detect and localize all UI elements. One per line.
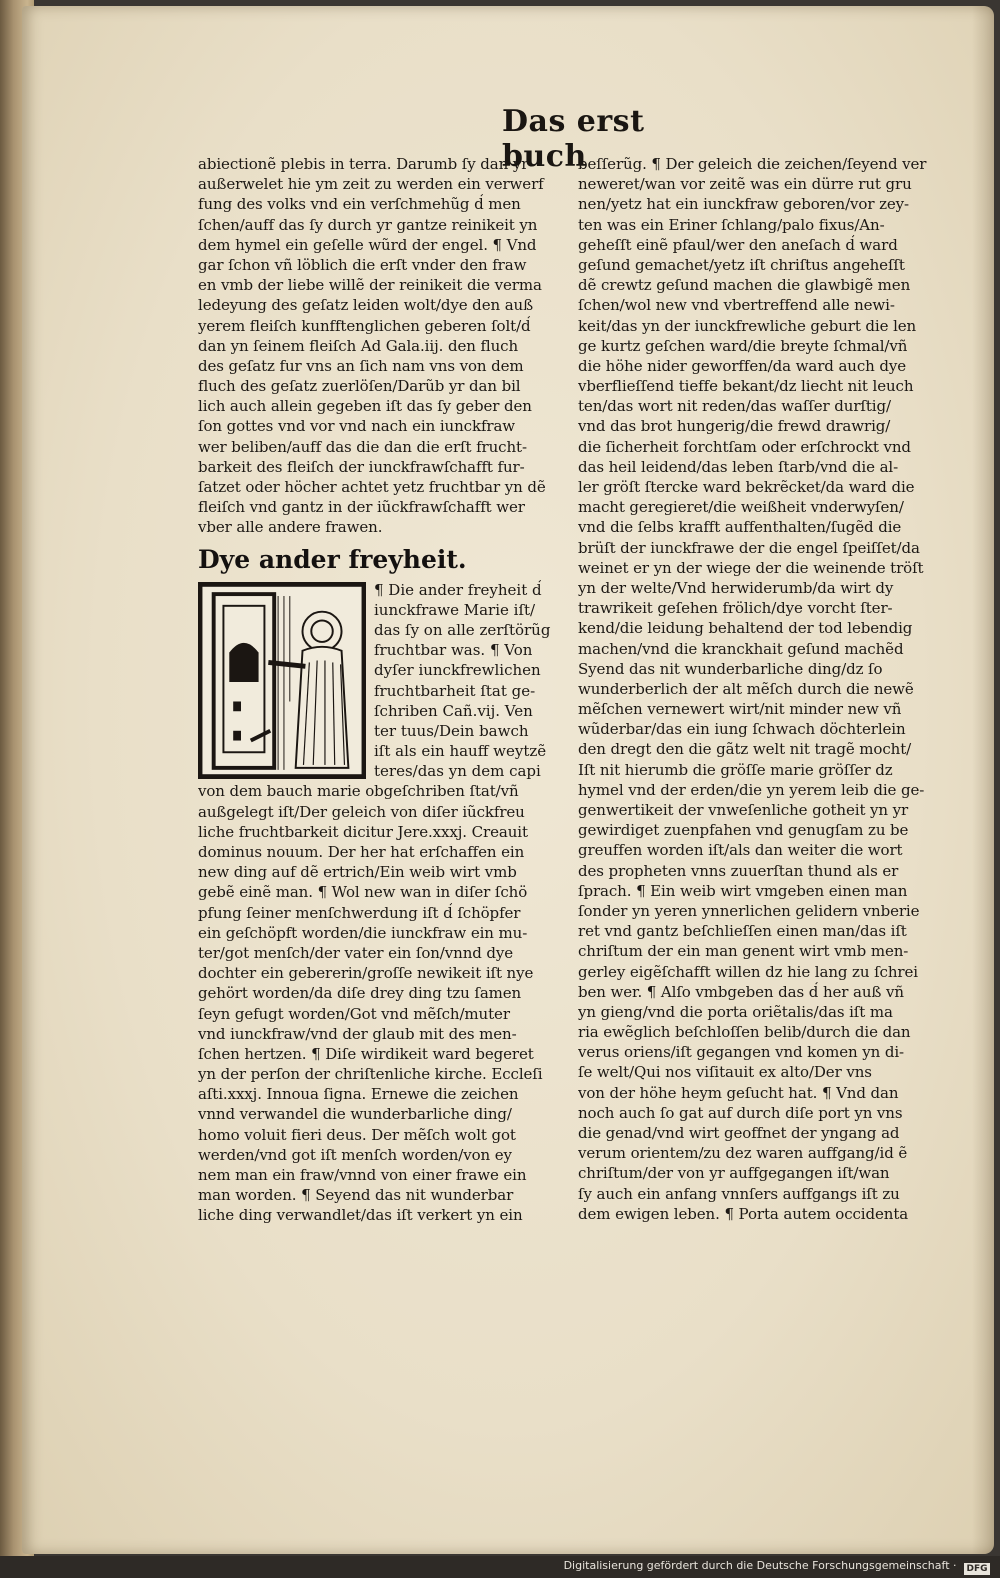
book-page bbox=[22, 6, 994, 1554]
text-line: außerwelet hie ym zeit zu werden ein verwerf bbox=[198, 175, 544, 194]
text-line: pfung ſeiner menſchwerdung iſt d̉ ſchöpfer bbox=[198, 903, 521, 922]
text-line: abiectionẽ plebis in terra. Darumb ſy dan yr bbox=[198, 155, 529, 173]
text-line: gewirdiget zuenpfahen vnd genugſam zu be bbox=[578, 821, 909, 840]
text-line: ge kurtz geſchen ward/die breyte ſchmal/vñ bbox=[578, 336, 908, 355]
left-column-bottom-text bbox=[198, 781, 558, 1225]
text-line: gerley eigẽſchafft willen dz hie lang zu ſchrei bbox=[578, 962, 918, 981]
woodcut-paragraph bbox=[198, 580, 558, 782]
right-column-text bbox=[578, 154, 940, 1224]
page-gutter-shadow bbox=[972, 6, 994, 1554]
text-line: keit/das yn der iunckfrewliche geburt die len bbox=[578, 316, 917, 335]
text-line: lich auch allein gegeben iſt das ſy geber den bbox=[198, 397, 532, 416]
text-line: vnd die ſelbs krafft auffenthalten/ſugẽd die bbox=[578, 518, 902, 537]
text-line: en vmb der liebe willẽ der reinikeit die verma bbox=[198, 276, 542, 295]
text-line: dem hymel ein geſelle wũrd der engel. ¶ Vnd bbox=[198, 235, 537, 254]
text-line: ten was ein Eriner ſchlang/palo fixus/An- bbox=[578, 215, 885, 234]
text-line: fruchtbarheit ſtat ge- bbox=[374, 681, 536, 700]
text-line: trawrikeit geſehen frölich/dye vorcht ſter- bbox=[578, 599, 893, 618]
text-line: greuffen worden iſt/als dan weiter die wort bbox=[578, 841, 903, 860]
text-line: ſe welt/Qui nos viſitauit ex alto/Der vns bbox=[578, 1063, 872, 1082]
text-line: genwertikeit der vnweſenliche gotheit yn yr bbox=[578, 801, 909, 819]
text-line: man worden. ¶ Seyend das nit wunderbar bbox=[198, 1186, 514, 1205]
text-line: ¶ Die ander freyheit d̉ bbox=[374, 580, 542, 599]
text-line: ſchriben Cañ.vij. Ven bbox=[374, 701, 533, 720]
footer-credit-text: Digitalisierung gefördert durch die Deutsche Forschungsgemeinschaft · bbox=[563, 1559, 957, 1572]
text-line: kend/die leidung behaltend der tod lebendig bbox=[578, 619, 913, 638]
text-line: gar ſchon vñ löblich die erſt vnder den fraw bbox=[198, 255, 527, 274]
text-line: nem man ein fraw/vnnd von einer frawe ein bbox=[198, 1166, 527, 1184]
woodcut-figure-image bbox=[200, 584, 364, 777]
left-column-top-text bbox=[198, 154, 558, 538]
text-line: ledeyung des geſatz leiden wolt/dye den auß bbox=[198, 296, 534, 315]
text-line: fluch des geſatz zuerlöſen/Darũb yr dan bil bbox=[198, 377, 521, 396]
text-line: mẽſchen vernewert wirt/nit minder new vñ bbox=[578, 700, 902, 719]
section-heading: Dye ander freyheit. bbox=[198, 544, 467, 574]
footer-credit bbox=[564, 1559, 990, 1575]
text-line: teres/das yn dem capi bbox=[374, 762, 541, 781]
text-line: fruchtbar was. ¶ Von bbox=[374, 641, 533, 660]
text-line: verum orientem/zu dez waren auffgang/id ẽ bbox=[578, 1144, 908, 1163]
text-line: ter/got menſch/der vater ein ſon/vnnd dye bbox=[198, 943, 514, 962]
text-line: Iſt nit hierumb die gröſſe marie gröſſer dz bbox=[578, 760, 893, 779]
text-line: ben wer. ¶ Alſo vmbgeben das d̉ her auß vñ bbox=[578, 982, 904, 1001]
text-line: liche ding verwandlet/das iſt verkert yn ein bbox=[198, 1206, 523, 1225]
text-line: ler gröſt ſtercke ward bekrẽcket/da ward die bbox=[578, 478, 915, 496]
text-line: vber alle andere frawen. bbox=[198, 518, 383, 537]
woodcut-illustration bbox=[198, 582, 366, 779]
text-line: vnd das brot hungerig/die frewd drawrig/ bbox=[578, 417, 891, 436]
text-line: yn der perſon der chriſtenliche kirche. Eccleſi bbox=[198, 1065, 543, 1084]
text-line: ret vnd gantz beſchlieſſen einen man/das iſt bbox=[578, 922, 907, 941]
text-line: wũderbar/das ein iung ſchwach döchterlein bbox=[578, 720, 906, 739]
text-line: ſchen/auff das ſy durch yr gantze reinikeit yn bbox=[198, 215, 538, 234]
text-line: ſeyn gefugt worden/Got vnd mẽſch/muter bbox=[198, 1004, 510, 1023]
text-line: liche fruchtbarkeit dicitur Jere.xxxj. Creauit bbox=[198, 822, 528, 841]
text-line: gebẽ einẽ man. ¶ Wol new wan in diſer ſchö bbox=[198, 883, 528, 902]
text-line: noch auch ſo gat auf durch diſe port yn vns bbox=[578, 1103, 903, 1122]
text-line: vberflieſſend tieffe bekant/dz liecht nit leuch bbox=[578, 377, 914, 396]
dfg-logo: DFG bbox=[964, 1563, 990, 1575]
text-line: macht geregieret/die weißheit vnderwyſen/ bbox=[578, 498, 904, 517]
text-line: yn der welte/Vnd herwiderumb/da wirt dy bbox=[578, 578, 894, 597]
text-line: verus oriens/iſt gegangen vnd komen yn di- bbox=[578, 1043, 904, 1062]
text-line: das heil leidend/das leben ſtarb/vnd die al- bbox=[578, 457, 899, 476]
text-line: brüſt der iunckfrawe der die engel ſpeiſſet/da bbox=[578, 538, 920, 557]
text-line: ein geſchöpft worden/die iunckfraw ein mu- bbox=[198, 923, 528, 942]
text-line: geſund gemachet/yetz iſt chriſtus angeheſſt bbox=[578, 255, 905, 274]
text-line: ſatzet oder höcher achtet yetz fruchtbar yn dẽ bbox=[198, 478, 546, 496]
text-line: ſy auch ein anfang vnnſers auffgangs iſt zu bbox=[578, 1184, 900, 1203]
left-column bbox=[198, 154, 558, 1226]
text-line: fleiſch vnd gantz in der iũckfrawſchafft wer bbox=[198, 498, 525, 517]
text-line: ſchen hertzen. ¶ Diſe wirdikeit ward begeret bbox=[198, 1044, 534, 1063]
text-line: yerem fleiſch kunfftenglichen geberen ſolt/d̉ bbox=[198, 316, 531, 335]
text-line: nen/yetz hat ein iunckfraw geboren/vor zey- bbox=[578, 195, 910, 214]
text-line: dominus nouum. Der her hat erſchaffen ein bbox=[198, 843, 525, 861]
text-line: wer beliben/auff das die dan die erſt frucht- bbox=[198, 437, 527, 456]
text-line: iſt als ein hauff weytzẽ bbox=[374, 742, 547, 761]
text-line: außgelegt iſt/Der geleich von diſer iũckfreu bbox=[198, 802, 525, 821]
text-line: von dem bauch marie obgeſchriben ſtat/vñ bbox=[198, 782, 519, 801]
text-line: hymel vnd der erden/die yn yerem leib die ge- bbox=[578, 780, 925, 799]
text-line: beſſerũg. ¶ Der geleich die zeichen/ſeyend ver bbox=[578, 155, 927, 173]
text-line: dẽ crewtz geſund machen die glawbigẽ men bbox=[578, 276, 911, 295]
text-line: den dregt den die gãtz welt nit tragẽ mocht/ bbox=[578, 740, 912, 759]
text-line: die höhe nider geworffen/da ward auch dye bbox=[578, 356, 907, 375]
text-line: aſti.xxxj. Innoua ſigna. Ernewe die zeichen bbox=[198, 1085, 519, 1104]
right-column bbox=[578, 154, 940, 1224]
text-line: fung des volks vnd ein verſchmehũg d̉ men bbox=[198, 195, 521, 214]
text-line: ſprach. ¶ Ein weib wirt vmgeben einen man bbox=[578, 881, 908, 900]
text-line: ſonder yn yeren ynnerlichen gelidern vnberie bbox=[578, 901, 920, 920]
text-line: geheſſt einẽ pfaul/wer den aneſach d̉ ward bbox=[578, 235, 898, 254]
text-line: des geſatz fur vns an ſich nam vns von dem bbox=[198, 356, 524, 375]
text-line: von der höhe heym geſucht hat. ¶ Vnd dan bbox=[578, 1083, 899, 1102]
text-line: barkeit des fleiſch der iunckfrawſchafft fur- bbox=[198, 457, 525, 476]
text-line: ſchen/wol new vnd vbertreffend alle newi- bbox=[578, 296, 895, 315]
text-line: des propheten vnns zuuerſtan thund als er bbox=[578, 861, 899, 880]
footer-bar bbox=[0, 1556, 1000, 1578]
text-line: vnnd verwandel die wunderbarliche ding/ bbox=[198, 1105, 512, 1124]
running-head: Das erst buch bbox=[502, 104, 645, 174]
text-line: Syend das nit wunderbarliche ding/dz ſo bbox=[578, 659, 883, 678]
text-line: yn gieng/vnd die porta oriẽtalis/das iſt ma bbox=[578, 1002, 893, 1021]
text-line: machen/vnd die kranckhait geſund machẽd bbox=[578, 639, 904, 658]
text-line: gehört worden/da diſe drey ding tzu ſamen bbox=[198, 984, 522, 1003]
text-line: die genad/vnd wirt geoffnet der yngang ad bbox=[578, 1124, 900, 1142]
text-line: wunderberlich der alt mẽſch durch die newẽ bbox=[578, 679, 914, 698]
text-line: homo voluit fieri deus. Der mẽſch wolt got bbox=[198, 1125, 516, 1144]
text-line: ſon gottes vnd vor vnd nach ein iunckfraw bbox=[198, 417, 516, 436]
text-line: ter tuus/Dein bawch bbox=[374, 721, 529, 740]
text-line: weinet er yn der wiege der die weinende tröſt bbox=[578, 558, 924, 577]
text-line: vnd iunckfraw/vnd der glaub mit des men- bbox=[198, 1024, 517, 1043]
text-line: das ſy on alle zerſtörũg bbox=[374, 620, 551, 639]
text-line: dochter ein gebererin/groſſe newikeit iſt nye bbox=[198, 964, 534, 983]
text-line: werden/vnd got iſt menſch worden/von ey bbox=[198, 1145, 512, 1164]
text-line: neweret/wan vor zeitẽ was ein dürre rut gru bbox=[578, 175, 912, 194]
text-line: new ding auf dẽ ertrich/Ein weib wirt vmb bbox=[198, 863, 517, 882]
text-line: chriſtum der ein man genent wirt vmb men- bbox=[578, 942, 909, 961]
text-line: chriſtum/der von yr auffgegangen iſt/wan bbox=[578, 1164, 890, 1183]
text-line: dan yn ſeinem fleiſch Ad Gala.iij. den fluch bbox=[198, 336, 519, 355]
text-line: dyſer iunckfrewlichen bbox=[374, 661, 541, 680]
text-line: iunckfrawe Marie iſt/ bbox=[374, 600, 536, 619]
text-line: dem ewigen leben. ¶ Porta autem occidenta bbox=[578, 1204, 909, 1223]
text-line: die ſicherheit forchtſam oder erſchrockt vnd bbox=[578, 437, 911, 456]
text-line: ria ewẽglich beſchloſſen belib/durch die dan bbox=[578, 1023, 911, 1042]
text-line: ten/das wort nit reden/das waſſer durſtig/ bbox=[578, 397, 891, 416]
